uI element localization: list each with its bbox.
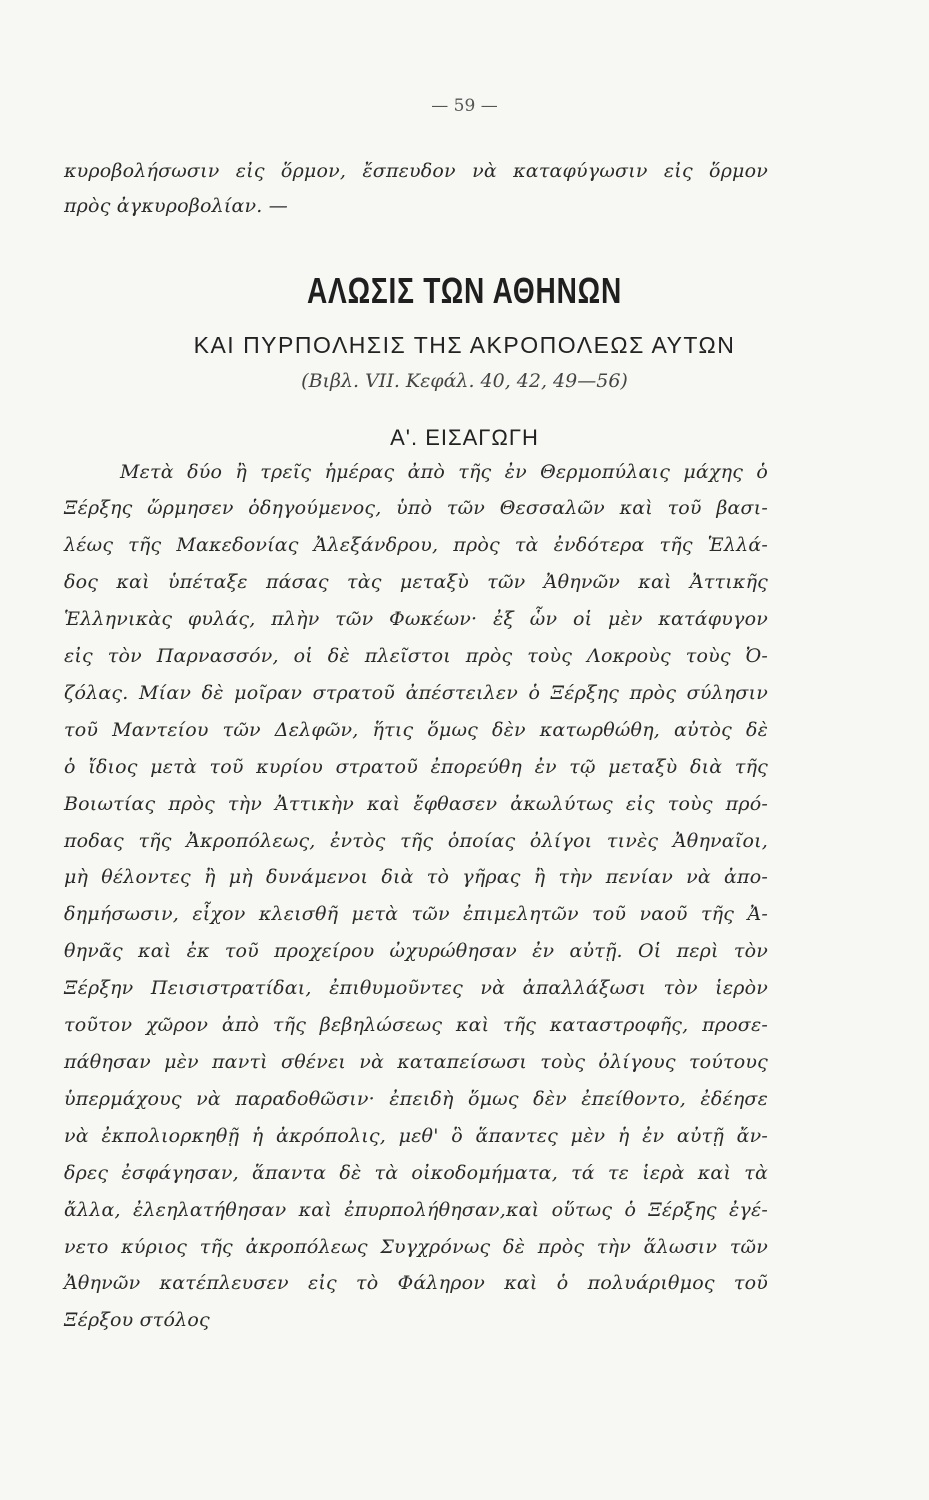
body-line: τοῦ Μαντείου τῶν Δελφῶν, ἥτις ὅμως δὲν κατωρθώθη, αὐτὸς δὲ [64, 719, 768, 741]
intro-line-1: κυροβολήσωσιν εἰς ὅρμον, ἔσπευδον νὰ καταφύγωσιν εἰς ὅρμον [64, 160, 768, 182]
body-line: δρες ἐσφάγησαν, ἅπαντα δὲ τὰ οἰκοδομήματα, τά τε ἱερὰ καὶ τὰ [64, 1162, 768, 1184]
body-line: Βοιωτίας πρὸς τὴν Ἀττικὴν καὶ ἔφθασεν ἀκωλύτως εἰς τοὺς πρό- [64, 793, 768, 815]
intro-line-2: πρὸς ἀγκυροβολίαν. — [64, 195, 288, 217]
body-line: Ἑλληνικὰς φυλάς, πλὴν τῶν Φωκέων· ἐξ ὧν οἱ μὲν κατάφυγον [64, 608, 768, 630]
body-line: μὴ θέλοντες ἢ μὴ δυνάμενοι διὰ τὸ γῆρας ἢ τὴν πενίαν νὰ ἀπο- [64, 866, 768, 888]
chapter-subtitle: ΚΑΙ ΠΥΡΠΟΛΗΣΙΣ ΤΗΣ ΑΚΡΟΠΟΛΕΩΣ ΑΥΤΩΝ [193, 332, 736, 358]
body-line: ποδας τῆς Ἀκροπόλεως, ἐντὸς τῆς ὁποίας ὀλίγοι τινὲς Ἀθηναῖοι, [64, 830, 768, 852]
body-line: νὰ ἐκπολιορκηθῇ ἡ ἀκρόπολις, μεθ' ὃ ἅπαντες μὲν ἡ ἐν αὐτῇ ἄν- [64, 1125, 768, 1147]
body-line: Ξέρξης ὥρμησεν ὁδηγούμενος, ὑπὸ τῶν Θεσσαλῶν καὶ τοῦ βασι- [64, 497, 768, 519]
body-line: ἄλλα, ἐλεηλατήθησαν καὶ ἐπυρπολήθησαν,καὶ οὕτως ὁ Ξέρξης ἐγέ- [64, 1199, 768, 1221]
page-number: — 59 — [431, 96, 498, 116]
body-line: δος καὶ ὑπέταξε πάσας τὰς μεταξὺ τῶν Ἀθηνῶν καὶ Ἀττικῆς [64, 571, 768, 593]
body-line: ὁ ἴδιος μετὰ τοῦ κυρίου στρατοῦ ἐπορεύθη ἐν τῷ μεταξὺ διὰ τῆς [64, 756, 768, 778]
body-line: Μετὰ δύο ἢ τρεῖς ἡμέρας ἀπὸ τῆς ἐν Θερμοπύλαις μάχης ὁ [120, 461, 768, 483]
body-line: εἰς τὸν Παρνασσόν, οἱ δὲ πλεῖστοι πρὸς τοὺς Λοκροὺς τοὺς Ὀ- [64, 645, 768, 667]
section-heading: Α'. ΕΙΣΑΓΩΓΗ [390, 425, 539, 450]
body-line: Ξέρξην Πεισιστρατίδαι, ἐπιθυμοῦντες νὰ ἀπαλλάξωσι τὸν ἱερὸν [64, 977, 768, 999]
source-reference: (Βιβλ. VII. Κεφάλ. 40, 42, 49—56) [301, 370, 628, 392]
body-line: ὑπερμάχους νὰ παραδοθῶσιν· ἐπειδὴ ὅμως δὲν ἐπείθοντο, ἐδέησε [64, 1088, 768, 1110]
body-line: ζόλας. Μίαν δὲ μοῖραν στρατοῦ ἀπέστειλεν ὁ Ξέρξης πρὸς σύλησιν [64, 682, 768, 704]
body-line: θηνᾶς καὶ ἐκ τοῦ προχείρου ὠχυρώθησαν ἐν αὐτῇ. Οἱ περὶ τὸν [64, 940, 768, 962]
body-line: νετο κύριος τῆς ἀκροπόλεως Συγχρόνως δὲ πρὸς τὴν ἅλωσιν τῶν [64, 1236, 768, 1258]
body-line: Ἀθηνῶν κατέπλευσεν εἰς τὸ Φάληρον καὶ ὁ πολυάριθμος τοῦ [64, 1272, 768, 1294]
body-line: δημήσωσιν, εἶχον κλεισθῆ μετὰ τῶν ἐπιμελητῶν τοῦ ναοῦ τῆς Ἀ- [64, 903, 768, 925]
chapter-title: ΑΛΩΣΙΣ ΤΩΝ ΑΘΗΝΩΝ [307, 270, 622, 311]
body-line: λέως τῆς Μακεδονίας Ἀλεξάνδρου, πρὸς τὰ ἐνδότερα τῆς Ἑλλά- [64, 534, 768, 556]
body-line: Ξέρξου στόλος [64, 1309, 210, 1331]
body-line: τοῦτον χῶρον ἀπὸ τῆς βεβηλώσεως καὶ τῆς καταστροφῆς, προσε- [64, 1014, 768, 1036]
body-line: πάθησαν μὲν παντὶ σθένει νὰ καταπείσωσι τοὺς ὀλίγους τούτους [64, 1051, 768, 1073]
